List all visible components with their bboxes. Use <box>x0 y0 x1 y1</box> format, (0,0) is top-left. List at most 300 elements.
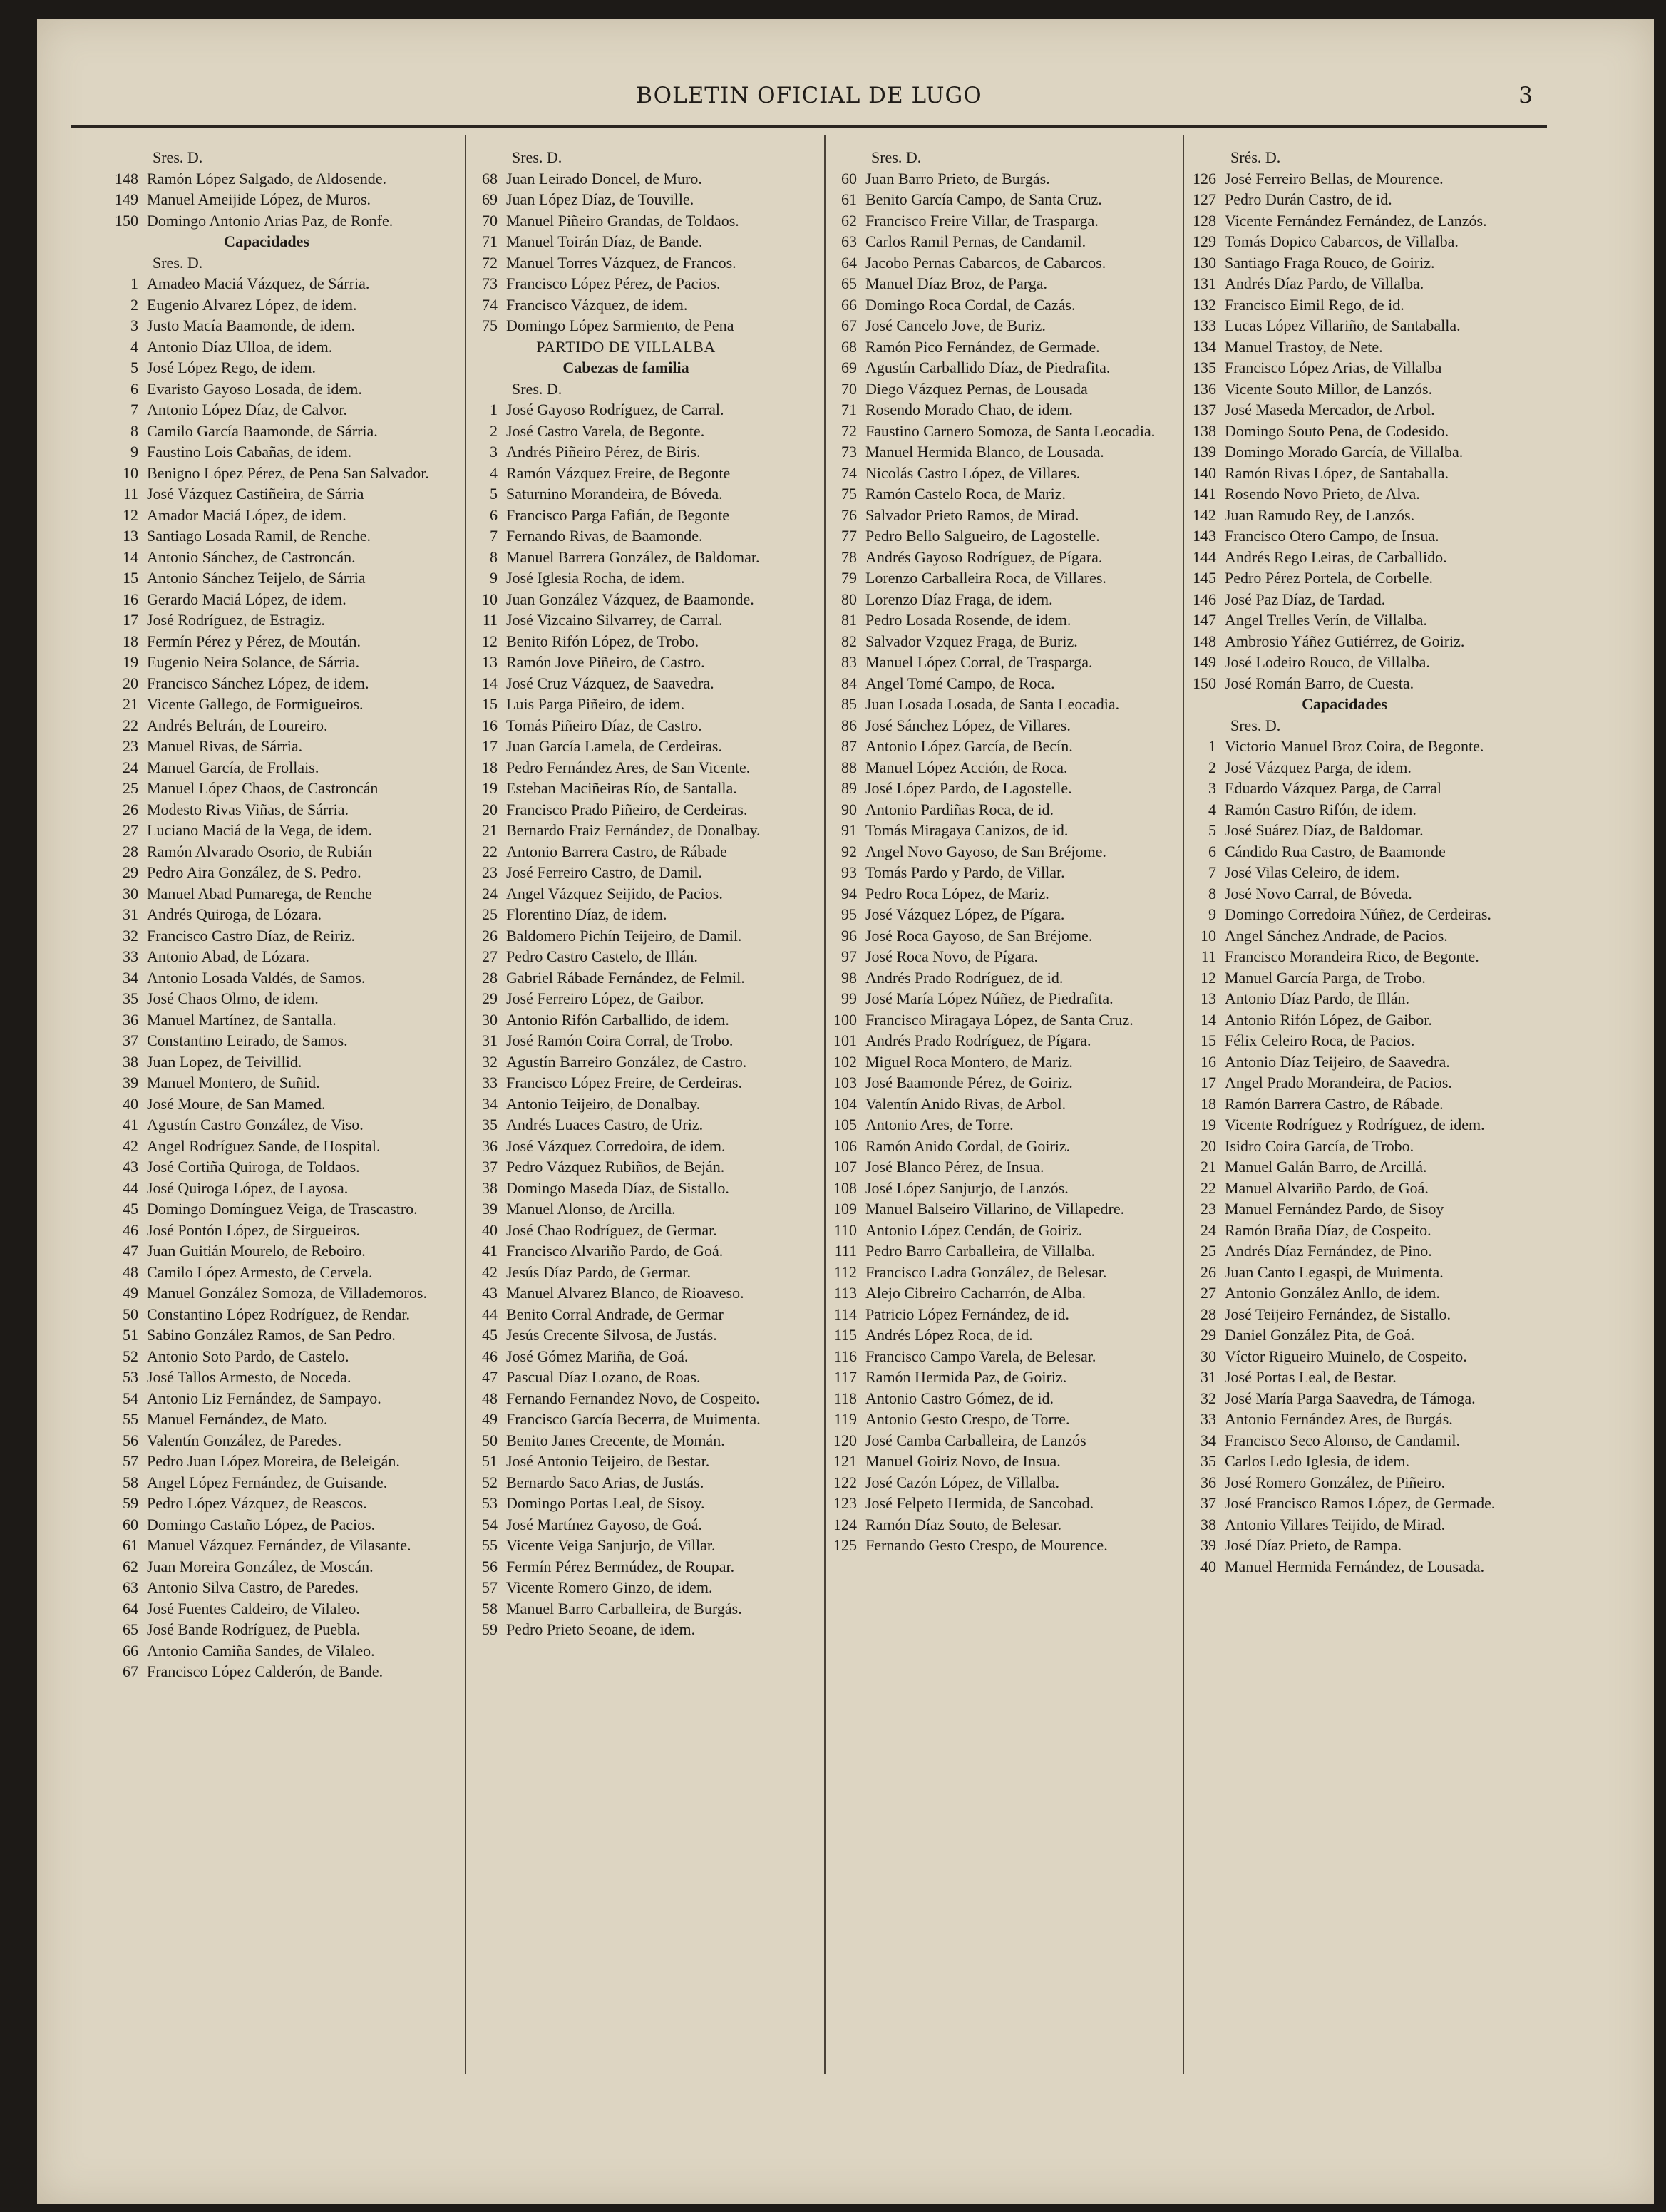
entry-number: 47 <box>123 1242 138 1260</box>
entry-text: Pedro Fernández Ares, de San Vicente. <box>506 758 751 776</box>
entry-text: Benito García Campo, de Santa Cruz. <box>865 190 1102 208</box>
list-item <box>1159 1136 1530 1157</box>
entry-number: 71 <box>841 401 857 418</box>
entry-text: Benigno López Pérez, de Pena San Salvador. <box>147 463 429 482</box>
entry-number: 132 <box>1193 295 1216 314</box>
list-item <box>800 231 1171 252</box>
entry-number: 59 <box>123 1494 138 1512</box>
entry-number: 10 <box>482 590 498 608</box>
entry-number: 33 <box>482 1074 498 1091</box>
list-item <box>1159 441 1530 463</box>
entry-number: 35 <box>1200 1452 1216 1470</box>
list-item <box>81 483 452 505</box>
list-item <box>800 1535 1171 1556</box>
entry-number: 16 <box>123 590 138 608</box>
entry-number: 64 <box>123 1599 138 1617</box>
list-item <box>81 1009 452 1031</box>
list-item <box>441 736 811 757</box>
entry-number: 48 <box>123 1262 138 1281</box>
entry-text: Antonio Fernández Ares, de Burgás. <box>1225 1410 1453 1428</box>
entry-text: Juan Losada Losada, de Santa Leocadia. <box>865 695 1120 713</box>
entry-number: 53 <box>482 1494 498 1512</box>
list-item <box>1159 609 1530 631</box>
entry-text: Francisco Alvariño Pardo, de Goá. <box>506 1242 724 1260</box>
entry-text: Antonio Barrera Castro, de Rábade <box>506 842 727 860</box>
list-item <box>1159 1156 1530 1178</box>
entry-number: 63 <box>123 1578 138 1596</box>
list-item <box>1159 1240 1530 1262</box>
entry-text: José Gayoso Rodríguez, de Carral. <box>506 401 724 418</box>
entry-number: 68 <box>841 337 857 356</box>
entry-text: Antonio Pardiñas Roca, de id. <box>865 800 1054 818</box>
entry-text: José Chao Rodríguez, de Germar. <box>506 1220 717 1239</box>
list-item <box>81 1136 452 1157</box>
entry-text: Ramón López Salgado, de Aldosende. <box>147 169 387 187</box>
entry-number: 4 <box>1208 800 1216 818</box>
entry-number: 144 <box>1193 547 1216 566</box>
entry-text: Florentino Díaz, de idem. <box>506 905 667 923</box>
entry-number: 8 <box>130 421 138 440</box>
list-item <box>441 1598 811 1620</box>
entry-number: 65 <box>841 274 857 292</box>
list-item <box>800 778 1171 799</box>
entry-text: Carlos Ramil Pernas, de Candamil. <box>865 232 1086 250</box>
entry-text: José López Pardo, de Lagostelle. <box>865 779 1072 797</box>
entry-number: 16 <box>482 716 498 734</box>
entry-number: 11 <box>1200 947 1216 965</box>
entry-number: 7 <box>1208 863 1216 881</box>
entry-number: 66 <box>123 1641 138 1660</box>
entry-text: Gerardo Maciá López, de idem. <box>147 590 346 608</box>
list-item <box>1159 1324 1530 1346</box>
entry-text: Manuel Trastoy, de Nete. <box>1225 337 1383 356</box>
entry-text: Pedro López Vázquez, de Reascos. <box>147 1494 367 1512</box>
entry-number: 17 <box>482 737 498 755</box>
list-item <box>441 1240 811 1262</box>
entry-text: Domingo Antonio Arias Paz, de Ronfe. <box>147 211 394 230</box>
entry-text: Juan Barro Prieto, de Burgás. <box>865 169 1050 187</box>
entry-text: José Cancelo Jove, de Buriz. <box>865 317 1046 334</box>
entry-text: Manuel Alonso, de Arcilla. <box>506 1200 676 1218</box>
list-item <box>1159 1430 1530 1451</box>
list-item <box>800 1304 1171 1325</box>
list-item <box>81 168 452 190</box>
entry-text: Agustín Castro González, de Viso. <box>147 1116 364 1133</box>
entry-text: Domingo Corredoira Núñez, de Cerdeiras. <box>1225 905 1491 923</box>
entry-text: Francisco Ladra González, de Belesar. <box>865 1262 1107 1281</box>
list-item <box>1159 210 1530 232</box>
list-item <box>800 925 1171 947</box>
entry-text: José Camba Carballeira, de Lanzós <box>865 1431 1086 1449</box>
list-item <box>81 1451 452 1472</box>
entry-number: 15 <box>123 569 138 587</box>
entry-text: Manuel Balseiro Villarino, de Villapedre. <box>865 1200 1125 1218</box>
list-item <box>441 904 811 925</box>
entry-text: Angel Rodríguez Sande, de Hospital. <box>147 1136 381 1155</box>
entry-number: 41 <box>482 1242 498 1260</box>
entry-text: Jacobo Pernas Cabarcos, de Cabarcos. <box>865 253 1106 272</box>
entry-text: Daniel González Pita, de Goá. <box>1225 1326 1415 1344</box>
list-item <box>441 946 811 967</box>
list-item <box>800 294 1171 316</box>
entry-number: 113 <box>833 1284 857 1302</box>
entry-text: Manuel González Somoza, de Villademoros. <box>147 1284 427 1302</box>
list-item <box>800 820 1171 841</box>
entry-number: 55 <box>482 1536 498 1554</box>
list-item <box>441 820 811 841</box>
entry-number: 13 <box>1200 989 1216 1007</box>
entry-number: 138 <box>1193 421 1216 440</box>
entry-text: Fernando Gesto Crespo, de Mourence. <box>865 1536 1108 1554</box>
list-item <box>81 1346 452 1367</box>
entry-number: 96 <box>841 926 857 945</box>
entry-number: 23 <box>482 863 498 881</box>
list-item <box>800 1282 1171 1304</box>
list-item <box>1159 1282 1530 1304</box>
entry-number: 143 <box>1193 527 1216 545</box>
entry-number: 32 <box>123 926 138 945</box>
entry-number: 15 <box>1200 1032 1216 1049</box>
entry-text: José Felpeto Hermida, de Sancobad. <box>865 1494 1094 1512</box>
entry-number: 11 <box>482 611 498 629</box>
entry-text: Tomás Pardo y Pardo, de Villar. <box>865 863 1065 881</box>
entry-text: José Vázquez López, de Pígara. <box>865 905 1065 923</box>
list-item <box>1159 1220 1530 1241</box>
list-item <box>441 1030 811 1051</box>
list-item <box>441 799 811 821</box>
entry-text: Manuel Fernández Pardo, de Sisoy <box>1225 1200 1444 1218</box>
list-item <box>81 1094 452 1115</box>
entry-text: José López Sanjurjo, de Lanzós. <box>865 1178 1069 1197</box>
entry-text: Francisco Morandeira Rico, de Begonte. <box>1225 947 1479 965</box>
entry-text: Francisco Freire Villar, de Trasparga. <box>865 211 1099 230</box>
list-item <box>1159 1472 1530 1493</box>
entry-text: Francisco López Pérez, de Pacios. <box>506 274 721 292</box>
entry-number: 5 <box>490 485 498 503</box>
list-item <box>441 1514 811 1535</box>
entry-number: 9 <box>130 443 138 461</box>
entry-number: 52 <box>482 1473 498 1491</box>
entry-text: Andrés Gayoso Rodríguez, de Pígara. <box>865 547 1103 566</box>
list-item <box>441 252 811 274</box>
entry-number: 54 <box>482 1515 498 1533</box>
entry-text: Manuel Fernández, de Mato. <box>147 1410 328 1428</box>
entry-number: 97 <box>841 947 857 965</box>
entry-text: José Díaz Prieto, de Rampa. <box>1225 1536 1402 1554</box>
entry-text: Domingo Morado García, de Villalba. <box>1225 443 1464 461</box>
entry-number: 23 <box>123 737 138 755</box>
list-item <box>800 1367 1171 1388</box>
entry-number: 28 <box>1200 1305 1216 1323</box>
list-item <box>81 694 452 715</box>
entry-number: 142 <box>1193 505 1216 524</box>
entry-number: 148 <box>1193 632 1216 650</box>
list-item <box>800 1409 1171 1430</box>
list-item <box>441 168 811 190</box>
entry-number: 29 <box>482 989 498 1007</box>
entry-number: 118 <box>833 1389 857 1407</box>
entry-text: Antonio Abad, de Lózara. <box>147 947 309 965</box>
list-item <box>800 1262 1171 1283</box>
entry-number: 111 <box>834 1242 857 1260</box>
entry-text: Manuel Galán Barro, de Arcillá. <box>1225 1158 1427 1176</box>
entry-text: Santiago Fraga Rouco, de Goiriz. <box>1225 253 1435 272</box>
list-item <box>800 1346 1171 1367</box>
entry-text: José López Rego, de idem. <box>147 359 317 376</box>
entry-number: 20 <box>123 674 138 692</box>
entry-number: 15 <box>482 695 498 713</box>
entry-text: Eduardo Vázquez Parga, de Carral <box>1225 779 1442 797</box>
list-item <box>441 1178 811 1199</box>
page-header <box>71 68 1547 118</box>
list-item <box>1159 399 1530 421</box>
entry-text: Fernando Rivas, de Baamonde. <box>506 527 703 545</box>
entry-text: Manuel García, de Frollais. <box>147 758 319 776</box>
entry-number: 17 <box>123 611 138 629</box>
list-item <box>81 1304 452 1325</box>
list-item <box>1159 168 1530 190</box>
entry-number: 58 <box>123 1473 138 1491</box>
entry-number: 46 <box>482 1347 498 1365</box>
entry-text: Esteban Maciñeiras Río, de Santalla. <box>506 779 737 797</box>
entry-number: 122 <box>833 1473 857 1491</box>
entry-number: 10 <box>1200 926 1216 945</box>
list-item <box>1159 1094 1530 1115</box>
entry-text: Fermín Pérez y Pérez, de Moután. <box>147 632 361 650</box>
entry-text: Lorenzo Carballeira Roca, de Villares. <box>865 569 1106 587</box>
entry-text: Vicente Veiga Sanjurjo, de Villar. <box>506 1536 716 1554</box>
entry-text: Gabriel Rábade Fernández, de Felmil. <box>506 968 745 987</box>
list-item <box>81 421 452 442</box>
list-item <box>441 715 811 736</box>
entry-number: 126 <box>1193 169 1216 187</box>
entry-number: 149 <box>115 190 138 208</box>
entry-text: Ramón Castro Rifón, de idem. <box>1225 800 1416 818</box>
entry-number: 68 <box>482 169 498 187</box>
entry-text: Tomás Dopico Cabarcos, de Villalba. <box>1225 232 1459 250</box>
list-item <box>800 1051 1171 1073</box>
entry-text: José Lodeiro Rouco, de Villalba. <box>1225 653 1430 671</box>
entry-number: 43 <box>123 1158 138 1176</box>
entry-number: 4 <box>490 463 498 482</box>
entry-number: 25 <box>1200 1242 1216 1260</box>
entry-text: Manuel Barro Carballeira, de Burgás. <box>506 1599 742 1617</box>
entry-number: 98 <box>841 968 857 987</box>
list-item <box>441 631 811 652</box>
entry-text: Domingo Castaño López, de Pacios. <box>147 1515 376 1533</box>
entry-text: Antonio Díaz Pardo, de Illán. <box>1225 989 1410 1007</box>
list-item <box>441 1535 811 1556</box>
entry-text: Angel Prado Morandeira, de Pacios. <box>1225 1074 1452 1091</box>
entry-text: Francisco Prado Piñeiro, de Cerdeiras. <box>506 800 748 818</box>
entry-text: Angel Trelles Verín, de Villalba. <box>1225 611 1427 629</box>
list-item <box>1159 483 1530 505</box>
entry-text: Juan Leirado Doncel, de Muro. <box>506 169 702 187</box>
list-item <box>800 631 1171 652</box>
entry-text: Manuel Vázquez Fernández, de Vilasante. <box>147 1536 411 1554</box>
entry-text: Pedro Castro Castelo, de Illán. <box>506 947 698 965</box>
list-item <box>81 1640 452 1662</box>
entry-number: 89 <box>841 779 857 797</box>
entry-text: Carlos Ledo Iglesia, de idem. <box>1225 1452 1410 1470</box>
entry-number: 85 <box>841 695 857 713</box>
entry-number: 72 <box>841 421 857 440</box>
list-item <box>441 1156 811 1178</box>
entry-number: 79 <box>841 569 857 587</box>
entry-number: 63 <box>841 232 857 250</box>
entry-text: Ramón Anido Cordal, de Goiriz. <box>865 1136 1071 1155</box>
entry-number: 30 <box>1200 1347 1216 1365</box>
section-subtitle: Capacidades <box>224 232 309 250</box>
entry-number: 43 <box>482 1284 498 1302</box>
entry-number: 65 <box>123 1620 138 1638</box>
list-item <box>1159 589 1530 610</box>
entry-text: José Cruz Vázquez, de Saavedra. <box>506 674 714 692</box>
list-item <box>800 547 1171 568</box>
entry-text: Ramón Pico Fernández, de Germade. <box>865 337 1100 356</box>
list-item <box>800 1114 1171 1136</box>
list-item <box>1159 652 1530 673</box>
entry-text: Pedro Prieto Seoane, de idem. <box>506 1620 696 1638</box>
list-item <box>800 904 1171 925</box>
entry-text: Ramón Jove Piñeiro, de Castro. <box>506 653 705 671</box>
entry-number: 27 <box>1200 1284 1216 1302</box>
entry-number: 62 <box>841 211 857 230</box>
entry-number: 93 <box>841 863 857 881</box>
entry-text: Amador Maciá López, de idem. <box>147 505 346 524</box>
entry-text: José Pontón López, de Sirgueiros. <box>147 1220 361 1239</box>
entry-number: 39 <box>482 1200 498 1218</box>
entry-number: 117 <box>833 1368 857 1386</box>
list-item <box>441 1388 811 1409</box>
list-item <box>81 379 452 400</box>
entry-number: 14 <box>1200 1010 1216 1029</box>
entry-text: Francisco López Arias, de Villalba <box>1225 359 1442 376</box>
entry-text: José Roca Novo, de Pígara. <box>865 947 1038 965</box>
entry-number: 7 <box>490 527 498 545</box>
entry-number: 21 <box>482 821 498 839</box>
list-item <box>81 1556 452 1578</box>
entry-number: 135 <box>1193 359 1216 376</box>
entry-number: 31 <box>123 905 138 923</box>
list-item <box>441 1304 811 1325</box>
list-item <box>81 925 452 947</box>
entry-text: Luciano Maciá de la Vega, de idem. <box>147 821 373 839</box>
list-item <box>441 1324 811 1346</box>
entry-text: Ramón Vázquez Freire, de Begonte <box>506 463 731 482</box>
entry-text: Manuel Hermida Fernández, de Lousada. <box>1225 1557 1485 1575</box>
entry-number: 127 <box>1193 190 1216 208</box>
list-item <box>1159 1030 1530 1051</box>
list-item <box>441 399 811 421</box>
entry-number: 114 <box>833 1305 857 1323</box>
entry-text: Antonio González Anllo, de idem. <box>1225 1284 1440 1302</box>
list-item <box>81 1051 452 1073</box>
entry-text: Antonio Teijeiro, de Donalbay. <box>506 1094 701 1113</box>
list-item <box>441 862 811 883</box>
entry-text: Jesús Crecente Silvosa, de Justás. <box>506 1326 717 1344</box>
list-item <box>1159 967 1530 989</box>
list-item <box>800 799 1171 821</box>
entry-text: Juan González Vázquez, de Baamonde. <box>506 590 754 608</box>
entry-text: Juan Lopez, de Teivillid. <box>147 1052 302 1071</box>
entry-number: 110 <box>833 1220 857 1239</box>
entry-text: Manuel Piñeiro Grandas, de Toldaos. <box>506 211 739 230</box>
list-item <box>1159 547 1530 568</box>
list-item <box>441 673 811 694</box>
entry-text: Manuel Goiriz Novo, de Insua. <box>865 1452 1061 1470</box>
entry-number: 2 <box>130 295 138 314</box>
entry-text: Vicente Souto Millor, de Lanzós. <box>1225 379 1433 398</box>
entry-text: José Rodríguez, de Estragiz. <box>147 611 325 629</box>
entry-text: Faustino Lois Cabañas, de idem. <box>147 443 352 461</box>
entry-text: Ramón Díaz Souto, de Belesar. <box>865 1515 1061 1533</box>
list-item <box>441 967 811 989</box>
entry-number: 120 <box>833 1431 857 1449</box>
entry-number: 116 <box>833 1347 857 1365</box>
list-item <box>1159 1072 1530 1094</box>
entry-text: Saturnino Morandeira, de Bóveda. <box>506 485 723 503</box>
entry-text: José Castro Varela, de Begonte. <box>506 421 705 440</box>
list-item <box>1159 1009 1530 1031</box>
entry-number: 52 <box>123 1347 138 1365</box>
list-item <box>800 1178 1171 1199</box>
list-item <box>1159 1409 1530 1430</box>
entry-number: 77 <box>841 527 857 545</box>
salutation: Sres. D. <box>153 148 203 166</box>
list-item <box>1159 799 1530 821</box>
list-item <box>441 1430 811 1451</box>
entry-text: Agustín Carballido Díaz, de Piedrafita. <box>865 359 1111 376</box>
entry-number: 75 <box>482 317 498 334</box>
entry-text: José Romero González, de Piñeiro. <box>1225 1473 1446 1491</box>
list-item <box>441 1072 811 1094</box>
entry-number: 102 <box>833 1052 857 1071</box>
entry-number: 129 <box>1193 232 1216 250</box>
entry-text: Antonio Díaz Teijeiro, de Saavedra. <box>1225 1052 1450 1071</box>
entry-number: 71 <box>482 232 498 250</box>
entry-number: 16 <box>1200 1052 1216 1071</box>
entry-text: Bernardo Fraiz Fernández, de Donalbay. <box>506 821 761 839</box>
list-item <box>81 652 452 673</box>
list-item <box>81 1535 452 1556</box>
list-item <box>441 1556 811 1578</box>
list-item <box>800 1451 1171 1472</box>
entry-text: José Maseda Mercador, de Arbol. <box>1225 401 1435 418</box>
list-item <box>800 399 1171 421</box>
list-item <box>441 1451 811 1472</box>
entry-number: 37 <box>1200 1494 1216 1512</box>
entry-number: 14 <box>482 674 498 692</box>
list-item <box>800 441 1171 463</box>
entry-text: Lorenzo Díaz Fraga, de idem. <box>865 590 1053 608</box>
entry-number: 24 <box>123 758 138 776</box>
entry-number: 56 <box>482 1557 498 1575</box>
entry-number: 62 <box>123 1557 138 1575</box>
entry-number: 48 <box>482 1389 498 1407</box>
list-item <box>441 210 811 232</box>
entry-number: 54 <box>123 1389 138 1407</box>
list-item <box>81 463 452 484</box>
entry-text: José Ferreiro López, de Gaibor. <box>506 989 704 1007</box>
list-item <box>441 483 811 505</box>
list-item <box>81 1198 452 1220</box>
entry-text: Juan López Díaz, de Touville. <box>506 190 694 208</box>
entry-number: 23 <box>1200 1200 1216 1218</box>
entry-number: 5 <box>1208 821 1216 839</box>
list-item <box>81 315 452 336</box>
entry-text: Juan Ramudo Rey, de Lanzós. <box>1225 505 1415 524</box>
